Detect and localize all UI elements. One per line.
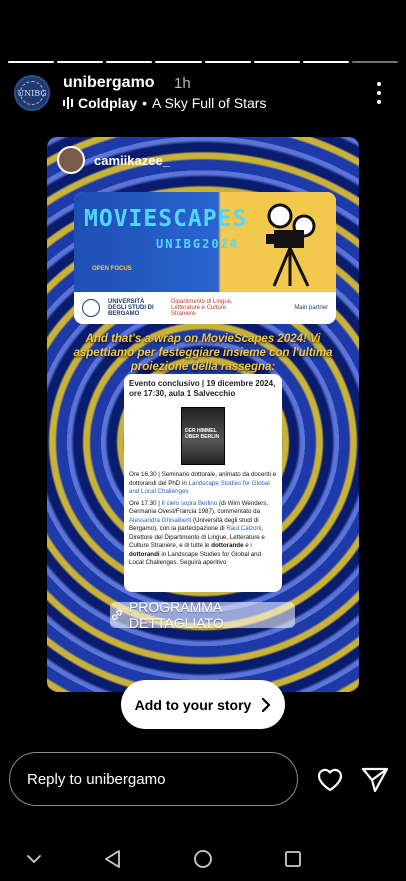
unibg-logo [82, 299, 100, 317]
post-author[interactable] [57, 146, 170, 174]
music-title: A Sky Full of Stars [152, 95, 267, 111]
event-screening [129, 500, 277, 568]
progress-segment [303, 61, 349, 63]
avatar[interactable] [14, 75, 50, 111]
add-to-story-button[interactable] [121, 680, 285, 729]
reply-placeholder: Reply to unibergamo [27, 770, 166, 788]
send-icon[interactable] [360, 764, 390, 794]
post-username: camiikazee_ [94, 152, 170, 168]
screening-text-3: , Direttore del Dipartimento di Lingue, Letterature e Culture Straniere, e di tutte le [129, 525, 265, 549]
banner-department: Dipartimento di Lingue, Letterature e Culture Straniere [171, 299, 233, 317]
seminar-text: Ore 16.30 | Seminario dottorale, animato da docenti e dottorandi del PhD in [129, 471, 277, 487]
moviescapes-banner [74, 192, 336, 324]
nav-back-icon[interactable] [102, 848, 124, 870]
open-focus-label: OPEN FOCUS [92, 266, 132, 272]
progress-segment [8, 61, 54, 63]
screening-bold-2: dottorandi [129, 550, 160, 558]
more-icon[interactable] [374, 82, 384, 104]
screening-text-4: e i [243, 542, 252, 549]
music-bars-icon [63, 97, 73, 109]
screening-text-5: in Landscape Studies for Global and Local Challenges. Seguirà aperitivo [129, 550, 262, 566]
nav-recents-icon[interactable] [282, 848, 304, 870]
banner-footer [74, 292, 336, 324]
avatar-logo: UNIBG [20, 81, 44, 105]
link-sticker[interactable] [110, 599, 295, 631]
shared-post[interactable] [47, 137, 359, 692]
nav-home-icon[interactable] [192, 848, 214, 870]
progress-segment [155, 61, 201, 63]
film-link: Il cielo sopra Berlino [161, 499, 218, 507]
commentator-link: Alessandra Ghisalberti [129, 516, 192, 524]
banner-subtitle: UNIBG2024 [156, 237, 240, 251]
music-artist: Coldplay [78, 95, 138, 111]
link-icon [110, 607, 124, 623]
post-avatar [57, 146, 85, 174]
event-seminar [129, 471, 277, 497]
reply-input[interactable] [9, 752, 298, 806]
progress-segment [57, 61, 103, 63]
film-poster [181, 407, 225, 465]
story-progress [8, 61, 398, 63]
music-separator: • [142, 95, 148, 111]
screening-time: Ore 17.30 | [129, 499, 162, 507]
chevron-right-icon [261, 698, 271, 712]
story-header [14, 72, 392, 114]
music-label[interactable] [63, 95, 266, 111]
projector-icon [264, 200, 324, 288]
system-nav-bar [0, 836, 406, 881]
banner-title: MOVIESCAPES [84, 206, 248, 232]
link-sticker-label: PROGRAMMA DETTAGLIATO [128, 599, 224, 631]
nav-collapse-icon[interactable] [23, 848, 45, 870]
director-link: Raul Calzoni [226, 525, 262, 532]
screening-text-1: (di Wim Wenders, Germania Ovest/Francia 1987), commentato da [129, 499, 269, 515]
event-card [124, 374, 282, 592]
story-time: 1h [174, 75, 191, 92]
progress-segment [205, 61, 251, 63]
banner-partner: Main partner [294, 305, 328, 311]
phd-link: Landscape Studies for Global and Local Challenges [129, 479, 270, 495]
banner-university: UNIVERSITÀ DEGLI STUDI DI BERGAMO [108, 299, 154, 317]
add-to-story-label: Add to your story [134, 696, 252, 713]
screening-text-2: (Università degli studi di Bergamo), con la partecipazione di [129, 516, 259, 532]
story-username[interactable]: unibergamo [63, 74, 155, 91]
event-heading: Evento conclusivo | 19 dicembre 2024, ore 17:30, aula 1 Salvecchio [129, 379, 276, 398]
screening-bold-1: dottorande [211, 542, 244, 549]
poster-title: DER HIMMEL ÜBER BERLIN [185, 428, 220, 440]
progress-segment [352, 61, 398, 63]
heart-icon[interactable] [315, 764, 345, 794]
progress-segment [254, 61, 300, 63]
progress-segment [106, 61, 152, 63]
post-caption: And that's a wrap on MovieScapes 2024! Vi aspettiamo per festeggiare insieme con l'ultima proiezione della rassegna: [73, 333, 333, 373]
